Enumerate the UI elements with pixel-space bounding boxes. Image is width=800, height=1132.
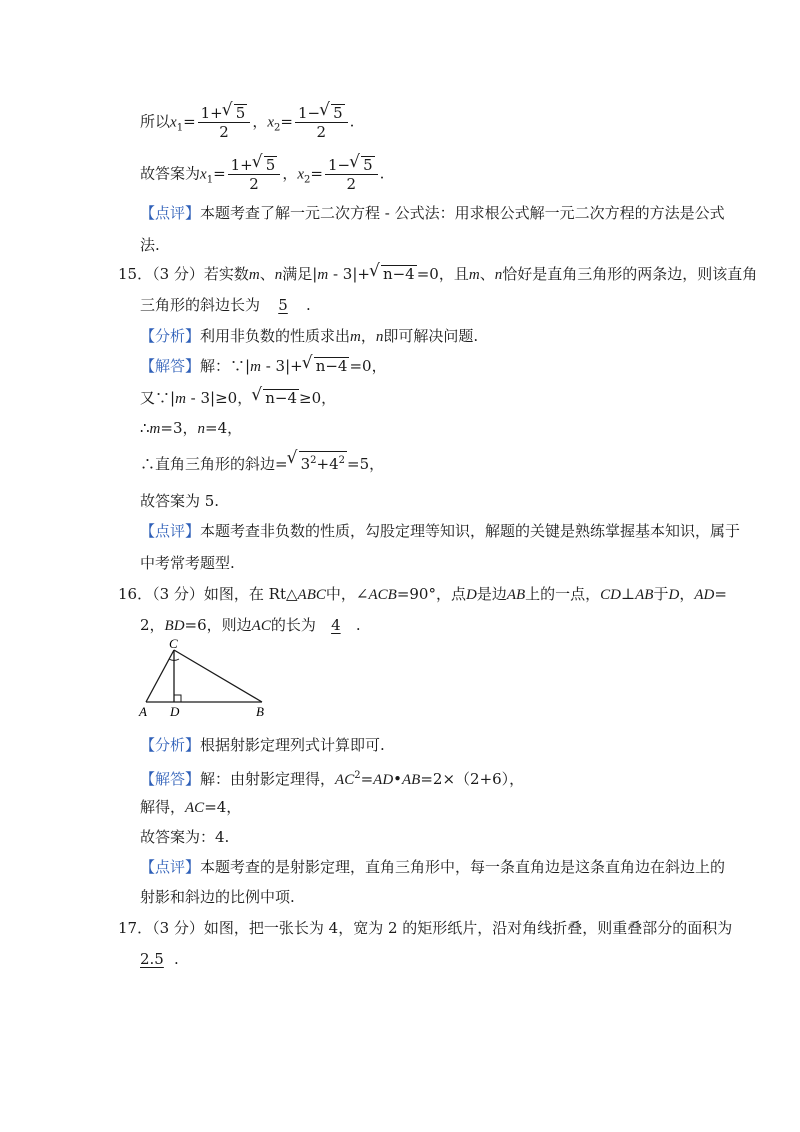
answer-blank: 5 [278, 296, 288, 314]
label-d: D [170, 704, 180, 719]
review-line-cont: 中考常考题型. [140, 554, 235, 572]
sqrt-n-minus-4: √ n−4 [303, 356, 350, 376]
segment-ac [146, 650, 174, 702]
solution-line-x-values: 所以$x_1=$ $\frac{1+√ 5}{2}$ ，$x_2=$ $\frac{1-√ 5}{2}$ . [140, 104, 354, 141]
analysis-line: 【分析】根据射影定理列式计算即可. [140, 736, 385, 754]
right-angle-mark [174, 695, 181, 702]
answer-blank: 4 [331, 616, 341, 634]
review-line: 【点评】本题考查了解一元二次方程 - 公式法：用求根公式解一元二次方程的方法是公式 [140, 204, 725, 222]
fraction-x2: $\frac{1-√ 5}{2}$ [325, 156, 378, 193]
solution-line-2: 解得，AC=4， [140, 798, 242, 816]
sqrt-3sq-plus-4sq: √ $3^2+4^2$ [288, 451, 347, 474]
segment-bc [174, 650, 262, 702]
question-16-cont: 2，BD=6，则边AC的长为 4 . [140, 616, 361, 634]
solution-line-2: 又∵|m - 3|≥0，√ n−4 ≥0， [140, 388, 336, 409]
sqrt-5: √ 5 [320, 104, 345, 122]
question-17-cont: 2.5 . [140, 950, 179, 968]
solution-line-3: 故答案为：4. [140, 828, 230, 846]
label-c: C [169, 638, 178, 651]
review-line-cont: 射影和斜边的比例中项. [140, 888, 295, 906]
answer-blank: 2.5 [140, 950, 164, 968]
review-line: 【点评】本题考查非负数的性质，勾股定理等知识，解题的关键是熟练掌握基本知识，属于 [140, 522, 741, 540]
label-a: A [139, 704, 147, 719]
sqrt-5: √ 5 [223, 104, 248, 122]
fraction-x1: $\frac{1+√ 5}{2}$ [198, 104, 251, 141]
label-b: B [256, 704, 264, 719]
sqrt-5: √ 5 [253, 156, 278, 174]
sqrt-n-minus-4: √ n−4 [252, 388, 299, 408]
question-15-cont: 三角形的斜边长为 5 . [140, 296, 311, 314]
question-17: 17．（3 分）如图，把一张长为 4，宽为 2 的矩形纸片，沿对角线折叠，则重叠部分的面积为 [118, 919, 733, 937]
right-triangle-figure [136, 638, 276, 722]
solution-line-4: ∴直角三角形的斜边=√ $3^2+4^2 =5$， [140, 451, 384, 474]
sqrt-n-minus-4: √ n−4 [370, 264, 417, 284]
question-16: 16．（3 分）如图，在 Rt△ABC中，∠ACB=90°，点D是边AB上的一点，CD⊥AB于D，AD= [118, 585, 727, 603]
analysis-line: 【分析】利用非负数的性质求出m，n即可解决问题. [140, 327, 479, 345]
fraction-x2: $\frac{1-√ 5}{2}$ [295, 104, 348, 141]
fraction-x1: $\frac{1+√ 5}{2}$ [228, 156, 281, 193]
solution-line-5: 故答案为 5. [140, 492, 220, 510]
sqrt-5: √ 5 [350, 156, 375, 174]
solution-line-1: 【解答】解：由射影定理得，$AC^2=AD•AB=2\times(2+6)$， [140, 770, 525, 788]
review-line-cont: 法. [140, 236, 160, 254]
question-15: 15．（3 分）若实数m、n满足|m - 3|+√ n−4 =0，且m、n恰好是直角三角形的两条边，则该直角 [118, 264, 757, 285]
solution-line-1: 【解答】解：∵|m - 3|+√ n−4 =0， [140, 356, 387, 377]
review-line: 【点评】本题考查的是射影定理，直角三角形中，每一条直角边是这条直角边在斜边上的 [140, 858, 726, 876]
solution-line-3: ∴m=3，n=4， [140, 419, 243, 437]
final-answer-line: 故答案为$x_1=$ $\frac{1+√ 5}{2}$ ，$x_2=$ $\frac{1-√ 5}{2}$ . [140, 156, 384, 193]
